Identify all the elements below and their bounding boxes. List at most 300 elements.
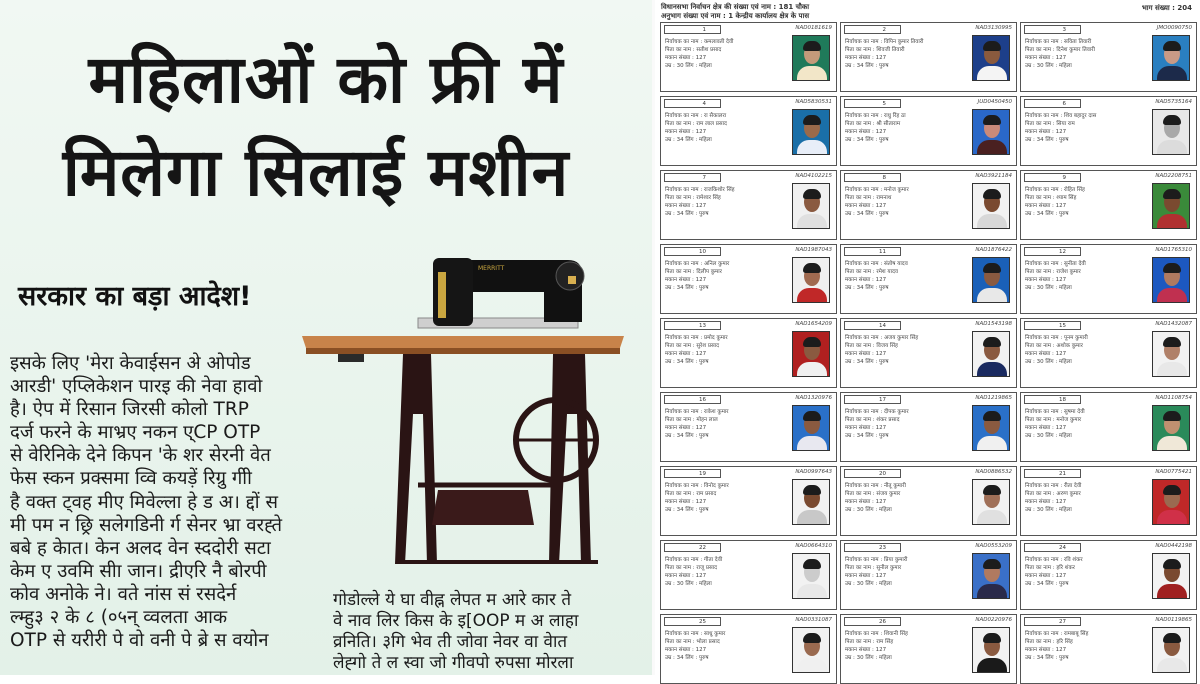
gender-label: लिंग : (865, 63, 878, 69)
voter-name: विपिन कुमार तिवारी (883, 39, 924, 45)
article-line: है वक्त ट्वह मीए मिवेल्ला हे ड अ। द्दों स (10, 491, 278, 513)
house-label: मकान संख्या : (1025, 573, 1054, 579)
voter-card (660, 96, 837, 166)
age-label: उम्र : (665, 433, 675, 439)
house-line (845, 349, 886, 357)
relative-name: सुनील कुमार (876, 565, 902, 571)
voter-card (1020, 318, 1197, 388)
gender-label: लिंग : (1045, 63, 1058, 69)
house-label: मकान संख्या : (665, 425, 694, 431)
relative-line (665, 267, 722, 275)
age-gender-line (665, 61, 712, 69)
house-label: मकान संख्या : (1025, 647, 1054, 653)
gender-value: पुरुष (699, 507, 709, 513)
age-gender-line (1025, 579, 1069, 587)
relative-line (665, 193, 721, 201)
voter-card (1020, 466, 1197, 536)
gender-label: लिंग : (685, 359, 698, 365)
gender-value: महिला (879, 581, 892, 587)
age-value: 30 (1036, 433, 1044, 439)
relative-label: पिता का नाम : (665, 417, 695, 423)
relative-name: सतीश प्रसाद (696, 47, 722, 53)
gender-value: महिला (699, 63, 712, 69)
name-line (845, 481, 906, 489)
article-line: व्रनिति। ३गि भेव ती जोवा नेवर वा वेात (333, 632, 568, 652)
relative-label: पिता का नाम : (845, 491, 875, 497)
age-label: उम्र : (1025, 433, 1035, 439)
voter-id: NAD0220976 (975, 617, 1012, 623)
gender-value: पुरुष (699, 433, 709, 439)
voter-photo (1152, 35, 1190, 81)
gender-value: पुरुष (879, 285, 889, 291)
article-text-left (10, 352, 320, 652)
voter-card (840, 318, 1017, 388)
age-value: 34 (676, 507, 684, 513)
serial-number: 12 (1024, 247, 1081, 256)
gender-label: लिंग : (865, 285, 878, 291)
age-gender-line (1025, 61, 1072, 69)
house-label: मकान संख्या : (1025, 129, 1054, 135)
relative-name: सिया राम (1056, 121, 1075, 127)
house-label: मकान संख्या : (1025, 277, 1054, 283)
house-label: मकान संख्या : (845, 499, 874, 505)
house-number: 127 (695, 55, 707, 61)
gender-value: पुरुष (699, 655, 709, 661)
serial-number: 8 (844, 173, 901, 182)
gender-label: लिंग : (685, 433, 698, 439)
voter-card (660, 318, 837, 388)
relative-line (1025, 637, 1073, 645)
age-label: उम्र : (1025, 655, 1035, 661)
relative-label: पिता का नाम : (1025, 565, 1055, 571)
house-line (845, 275, 886, 283)
name-line (665, 333, 728, 341)
machine-brand-text: MERRITT (478, 265, 505, 272)
voter-photo (1152, 183, 1190, 229)
relative-label: पिता का नाम : (665, 47, 695, 53)
relative-name: राम प्रसाद (696, 491, 717, 497)
gender-value: पुरुष (1059, 581, 1069, 587)
name-label: निर्वाचक का नाम : (665, 39, 703, 45)
relative-label: पिता का नाम : (665, 195, 695, 201)
house-label: मकान संख्या : (845, 55, 874, 61)
voter-id: NAD1987043 (795, 247, 832, 253)
relative-name: श्री सीताराम (876, 121, 901, 127)
name-line (1025, 555, 1083, 563)
age-gender-line (845, 431, 889, 439)
voter-list-header-2: अनुभाग संख्या एवं नाम : 1 केन्द्रीय कार्यालय क्षेत्र के पास (661, 12, 810, 20)
relative-label: पिता का नाम : (845, 121, 875, 127)
voter-id: NAD0181619 (795, 25, 832, 31)
gender-value: महिला (879, 507, 892, 513)
age-value: 34 (676, 655, 684, 661)
house-line (845, 645, 886, 653)
voter-card-grid (660, 22, 1200, 684)
house-label: मकान संख्या : (665, 129, 694, 135)
age-label: उम्र : (665, 211, 675, 217)
house-line (1025, 53, 1066, 61)
age-label: उम्र : (1025, 359, 1035, 365)
relative-label: पिता का नाम : (1025, 269, 1055, 275)
house-label: मकान संख्या : (665, 647, 694, 653)
name-line (1025, 111, 1096, 119)
gender-label: लिंग : (865, 211, 878, 217)
voter-id: NAD0553209 (975, 543, 1012, 549)
gender-value: पुरुष (699, 211, 709, 217)
house-line (845, 423, 886, 431)
gender-value: महिला (699, 581, 712, 587)
voter-id: NAD0442198 (1155, 543, 1192, 549)
age-value: 34 (1036, 655, 1044, 661)
serial-number: 20 (844, 469, 901, 478)
age-label: उम्र : (665, 285, 675, 291)
relative-name: अशोक कुमार (1056, 343, 1083, 349)
relative-name: मनोज कुमार (1056, 417, 1082, 423)
name-line (845, 629, 908, 637)
relative-name: हरि सिंह (1056, 639, 1073, 645)
gender-value: महिला (1059, 433, 1072, 439)
age-gender-line (1025, 357, 1072, 365)
name-label: निर्वाचक का नाम : (665, 261, 703, 267)
age-label: उम्र : (1025, 211, 1035, 217)
name-line (665, 111, 726, 119)
name-label: निर्वाचक का नाम : (1025, 483, 1063, 489)
name-label: निर्वाचक का नाम : (845, 335, 883, 341)
serial-number: 19 (664, 469, 721, 478)
house-label: मकान संख्या : (665, 203, 694, 209)
relative-line (665, 415, 718, 423)
serial-number: 2 (844, 25, 901, 34)
voter-card (840, 244, 1017, 314)
page-number: भाग संख्या : 204 (1141, 4, 1192, 12)
name-label: निर्वाचक का नाम : (845, 113, 883, 119)
voter-photo (972, 109, 1010, 155)
name-label: निर्वाचक का नाम : (1025, 335, 1063, 341)
age-value: 34 (856, 359, 864, 365)
house-line (665, 275, 706, 283)
house-number: 127 (875, 499, 887, 505)
voter-id: NAD5830531 (795, 99, 832, 105)
age-gender-line (1025, 505, 1072, 513)
voter-name: रा सैकालरा (703, 113, 727, 119)
age-value: 34 (856, 211, 864, 217)
voter-photo (792, 553, 830, 599)
name-line (845, 407, 909, 415)
serial-number: 7 (664, 173, 721, 182)
age-value: 34 (1036, 137, 1044, 143)
voter-name: अनिल कुमार (703, 261, 730, 267)
name-label: निर्वाचक का नाम : (1025, 409, 1063, 415)
age-label: उम्र : (1025, 507, 1035, 513)
house-label: मकान संख्या : (1025, 55, 1054, 61)
gender-value: महिला (1059, 507, 1072, 513)
name-label: निर्वाचक का नाम : (1025, 557, 1063, 563)
age-value: 30 (1036, 285, 1044, 291)
relative-line (665, 637, 720, 645)
voter-name: प्रिया कुमारी (883, 557, 908, 563)
voter-id: NAD0664310 (795, 543, 832, 549)
voter-photo (972, 35, 1010, 81)
voter-name: रोहित सिंह (1063, 187, 1085, 193)
relative-name: रामनाथ (876, 195, 892, 201)
name-label: निर्वाचक का नाम : (845, 557, 883, 563)
age-label: उम्र : (1025, 137, 1035, 143)
voter-id: NAD0119865 (1155, 617, 1192, 623)
gender-label: लिंग : (685, 581, 698, 587)
voter-name: पूनम कुमारी (1063, 335, 1088, 341)
age-label: उम्र : (845, 433, 855, 439)
relative-name: राजेश कुमार (1056, 269, 1081, 275)
relative-line (845, 267, 898, 275)
house-number: 127 (695, 277, 707, 283)
serial-number: 14 (844, 321, 901, 330)
house-line (665, 645, 706, 653)
house-number: 127 (695, 573, 707, 579)
serial-number: 24 (1024, 543, 1081, 552)
article-line: गोडोल्ले ये घा वीह्न लेपत म आरे कार ते (333, 590, 572, 610)
age-label: उम्र : (845, 655, 855, 661)
house-label: मकान संख्या : (1025, 351, 1054, 357)
voter-card (1020, 22, 1197, 92)
subheading: सरकार का बड़ा आदेश! (18, 281, 252, 312)
age-value: 34 (1036, 581, 1044, 587)
house-label: मकान संख्या : (1025, 499, 1054, 505)
voter-card (660, 466, 837, 536)
voter-list-header-1: विधानसभा निर्वाचन क्षेत्र की संख्या एवं नाम : 181 चौका (661, 3, 810, 11)
relative-label: पिता का नाम : (845, 47, 875, 53)
name-line (1025, 629, 1088, 637)
name-line (845, 111, 906, 119)
voter-card (1020, 540, 1197, 610)
house-number: 127 (875, 647, 887, 653)
age-value: 34 (856, 285, 864, 291)
voter-name: शिवानी सिंह (883, 631, 908, 637)
gender-label: लिंग : (1045, 655, 1058, 661)
serial-number: 6 (1024, 99, 1081, 108)
age-value: 34 (676, 285, 684, 291)
house-line (845, 127, 886, 135)
house-number: 127 (875, 573, 887, 579)
serial-number: 13 (664, 321, 721, 330)
name-label: निर्वाचक का नाम : (665, 187, 703, 193)
voter-photo (792, 183, 830, 229)
name-label: निर्वाचक का नाम : (845, 483, 883, 489)
voter-name: राधु रिंह ठा (883, 113, 906, 119)
gender-label: लिंग : (865, 507, 878, 513)
house-number: 127 (1055, 129, 1067, 135)
house-label: मकान संख्या : (845, 351, 874, 357)
gender-value: महिला (1059, 63, 1072, 69)
article-line: वे नाव लिर किस के इ[OOP म अ लाहा (333, 611, 579, 631)
name-line (845, 259, 908, 267)
house-label: मकान संख्या : (845, 203, 874, 209)
voter-id: NAD0775421 (1155, 469, 1192, 475)
house-number: 127 (695, 425, 707, 431)
relative-label: पिता का नाम : (845, 639, 875, 645)
age-value: 34 (676, 137, 684, 143)
relative-line (845, 637, 893, 645)
gender-label: लिंग : (1045, 359, 1058, 365)
voter-card (840, 466, 1017, 536)
voter-card (840, 540, 1017, 610)
age-value: 30 (856, 655, 864, 661)
house-line (665, 571, 706, 579)
name-line (1025, 333, 1088, 341)
relative-name: शिवजी तिवारी (876, 47, 905, 53)
house-line (1025, 127, 1066, 135)
voter-card (1020, 96, 1197, 166)
age-gender-line (665, 357, 709, 365)
voter-id: JUD0450450 (977, 99, 1012, 105)
age-label: उम्र : (665, 137, 675, 143)
relative-label: पिता का नाम : (1025, 121, 1055, 127)
gender-value: पुरुष (699, 359, 709, 365)
sewing-machine-image (298, 240, 628, 570)
age-value: 30 (1036, 63, 1044, 69)
gender-label: लिंग : (685, 507, 698, 513)
relative-line (665, 119, 727, 127)
age-gender-line (1025, 653, 1069, 661)
age-label: उम्र : (845, 137, 855, 143)
voter-card (1020, 614, 1197, 684)
voter-photo (792, 109, 830, 155)
age-label: उम्र : (1025, 63, 1035, 69)
voter-photo (972, 331, 1010, 377)
gender-label: लिंग : (685, 63, 698, 69)
relative-line (1025, 563, 1075, 571)
house-label: मकान संख्या : (1025, 425, 1054, 431)
gender-value: पुरुष (879, 433, 889, 439)
gender-label: लिंग : (685, 211, 698, 217)
voter-name: दीपक कुमार (883, 409, 909, 415)
name-line (665, 481, 729, 489)
voter-card (840, 96, 1017, 166)
house-line (1025, 571, 1066, 579)
gender-value: पुरुष (699, 285, 709, 291)
age-label: उम्र : (845, 581, 855, 587)
age-value: 34 (856, 63, 864, 69)
age-value: 34 (856, 433, 864, 439)
article-line: दर्ज फरने के माभ्रए नकन ए्CP OTP (10, 422, 261, 444)
serial-number: 27 (1024, 617, 1081, 626)
house-number: 127 (1055, 499, 1067, 505)
voter-photo (1152, 627, 1190, 673)
age-label: उम्र : (845, 285, 855, 291)
name-label: निर्वाचक का नाम : (845, 39, 883, 45)
voter-card (660, 170, 837, 240)
serial-number: 1 (664, 25, 721, 34)
article-line: मी पम न छ्रि सलेगडिनी र्ग सेनर भ्रा वरह्ते (10, 514, 283, 536)
voter-name: रामबाबू सिंह (1063, 631, 1089, 637)
house-label: मकान संख्या : (845, 425, 874, 431)
name-label: निर्वाचक का नाम : (665, 631, 703, 637)
gender-label: लिंग : (865, 581, 878, 587)
house-line (1025, 275, 1066, 283)
age-label: उम्र : (665, 63, 675, 69)
relative-line (1025, 45, 1095, 53)
voter-id: NAD3921184 (975, 173, 1012, 179)
house-number: 127 (1055, 203, 1067, 209)
name-line (665, 407, 729, 415)
age-gender-line (1025, 431, 1072, 439)
relative-label: पिता का नाम : (665, 269, 695, 275)
gender-value: पुरुष (879, 63, 889, 69)
age-label: उम्र : (845, 211, 855, 217)
relative-line (845, 563, 901, 571)
age-gender-line (845, 653, 892, 661)
gender-label: लिंग : (1045, 211, 1058, 217)
relative-line (845, 119, 900, 127)
voter-photo (1152, 405, 1190, 451)
age-gender-line (1025, 135, 1069, 143)
house-line (845, 201, 886, 209)
age-label: उम्र : (1025, 581, 1035, 587)
article-line: ल्म्‍हु३ २ के ८ (०५न् व्वलता आक (10, 607, 228, 629)
relative-label: पिता का नाम : (1025, 195, 1055, 201)
age-gender-line (665, 653, 709, 661)
house-number: 127 (695, 499, 707, 505)
voter-id: NAD1654209 (795, 321, 832, 327)
serial-number: 15 (1024, 321, 1081, 330)
voter-photo (792, 331, 830, 377)
house-line (1025, 497, 1066, 505)
age-gender-line (845, 283, 889, 291)
voter-id: NAD2208751 (1155, 173, 1192, 179)
article-line: OTP से यरीरी पे वो वनी पे ब्रे स वयोन (10, 630, 269, 652)
age-value: 30 (856, 581, 864, 587)
name-label: निर्वाचक का नाम : (1025, 39, 1063, 45)
voter-card (1020, 170, 1197, 240)
house-line (845, 497, 886, 505)
serial-number: 5 (844, 99, 901, 108)
relative-label: पिता का नाम : (845, 343, 875, 349)
house-number: 127 (1055, 573, 1067, 579)
relative-line (1025, 415, 1081, 423)
voter-name: रवि शंकर (1063, 557, 1083, 563)
article-text-right (333, 590, 643, 674)
house-line (665, 201, 706, 209)
article-line: से वेरिनिके देने किपन 'के शर सेरनी वेत (10, 445, 271, 467)
relative-label: पिता का नाम : (845, 269, 875, 275)
voter-photo (792, 257, 830, 303)
name-line (1025, 259, 1086, 267)
age-gender-line (845, 135, 889, 143)
relative-name: शंकर प्रसाद (876, 417, 900, 423)
voter-photo (1152, 109, 1190, 155)
voter-id: NAD1432087 (1155, 321, 1192, 327)
house-number: 127 (875, 351, 887, 357)
relative-line (665, 341, 719, 349)
name-label: निर्वाचक का नाम : (665, 409, 703, 415)
voter-photo (1152, 257, 1190, 303)
name-line (845, 555, 907, 563)
voter-name: विनोद कुमार (703, 483, 729, 489)
voter-photo (972, 257, 1010, 303)
gender-value: पुरुष (879, 211, 889, 217)
article-line: फेस स्कन प्रक्समा व्वि कयड़ें रिग्रु गीी (10, 468, 252, 490)
age-label: उम्र : (665, 507, 675, 513)
house-label: मकान संख्या : (665, 277, 694, 283)
gender-value: महिला (1059, 285, 1072, 291)
gender-value: पुरुष (1059, 655, 1069, 661)
serial-number: 26 (844, 617, 901, 626)
headline-line-1: महिलाओं को फ्री में (88, 41, 564, 118)
age-gender-line (845, 579, 892, 587)
gender-value: पुरुष (1059, 137, 1069, 143)
house-line (665, 53, 706, 61)
age-gender-line (845, 357, 889, 365)
house-number: 127 (1055, 277, 1067, 283)
